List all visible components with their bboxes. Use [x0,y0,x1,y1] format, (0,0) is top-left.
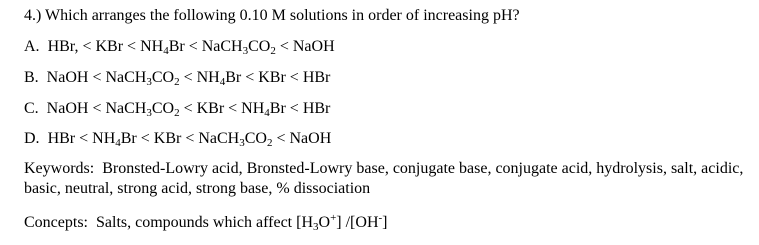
option-text: NaOH < $NaCH_3CO_2 < NH_4Br$ < KBr < HBr [46,69,331,88]
option-letter: B. [24,69,39,86]
concepts-line [24,213,388,233]
option-a[interactable] [24,37,335,57]
option-text: NaOH < $NaCH_3CO_2$ < KBr < $NH_4Br$ < HBr [46,100,331,119]
keywords-paragraph [24,159,752,199]
concepts-label: Concepts: [24,214,88,231]
question-number: 4.) [24,7,42,24]
option-letter: A. [24,38,40,55]
option-text: HBr < $NH_4Br$ < KBr < $NaCH_3CO_2$ < NaOH [47,130,332,149]
question-stem [24,6,520,26]
option-d[interactable] [24,129,331,149]
option-letter: C. [24,100,39,117]
option-text: HBr, < KBr < $NH_4Br$ < $NaCH_3CO_2$ < NaOH [47,38,335,57]
option-letter: D. [24,130,40,147]
concepts-text: Salts, compounds which affect $[H_3O^+]$ /[OH-] [96,212,388,233]
option-c[interactable] [24,99,330,119]
option-b[interactable] [24,68,330,88]
keywords-label: Keywords: [24,160,95,177]
keywords-text: Bronsted-Lowry acid, Bronsted-Lowry base, conjugate base, conjugate acid, hydrolysis, salt, acidic, basic, neutral, strong acid, strong base, % dissociation [24,160,744,197]
question-text: Which arranges the following 0.10 M solutions in order of increasing pH? [45,7,520,24]
